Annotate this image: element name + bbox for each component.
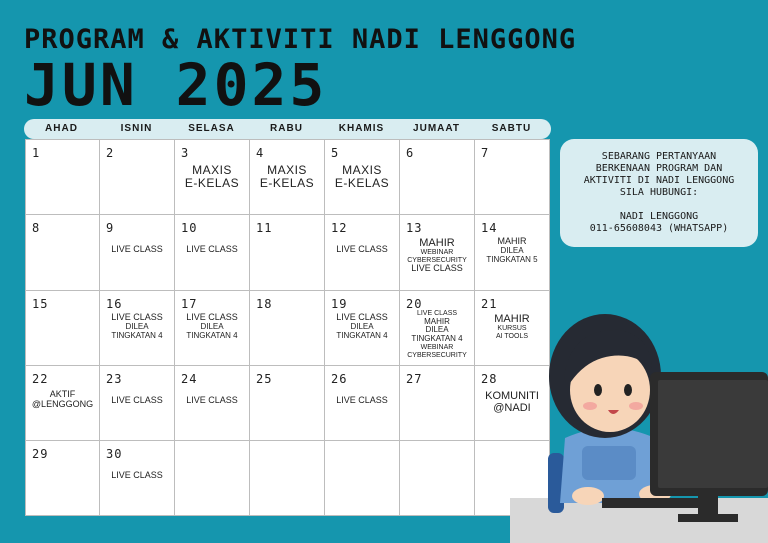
event-line: AKTIF	[49, 389, 76, 399]
event-line: CYBERSECURITY	[407, 351, 467, 359]
calendar-day-cell	[175, 441, 250, 516]
day-number: 21	[481, 297, 498, 311]
event-line: @LENGGONG	[31, 398, 94, 409]
cheek	[583, 402, 597, 410]
event-list	[175, 164, 249, 190]
event-line: E-KELAS	[334, 176, 390, 191]
event-list	[325, 396, 399, 406]
event-list	[400, 310, 474, 359]
day-number: 26	[331, 372, 348, 386]
page-title: PROGRAM & AKTIVITI NADI LENGGONG	[24, 24, 577, 55]
day-number: 23	[106, 372, 123, 386]
event-line: LIVE CLASS	[111, 395, 163, 405]
monitor-screen	[658, 380, 768, 488]
event-line: TINGKATAN 5	[486, 254, 538, 264]
weekday-isnin: ISNIN	[120, 123, 153, 134]
event-list	[100, 471, 174, 481]
event-line: LIVE CLASS	[411, 263, 463, 274]
calendar-day-cell	[25, 291, 100, 366]
eye-left	[594, 384, 602, 396]
calendar-day-cell	[25, 139, 100, 215]
event-line: KOMUNITI	[485, 390, 539, 402]
day-number: 22	[32, 372, 49, 386]
calendar-day-cell	[325, 441, 400, 516]
event-list	[100, 313, 174, 340]
day-number: 19	[331, 297, 348, 311]
event-list	[175, 245, 249, 255]
event-line: MAHIR	[419, 237, 455, 249]
day-number: 2	[106, 146, 115, 160]
event-line: LIVE CLASS	[336, 244, 388, 254]
calendar-day-cell	[175, 215, 250, 291]
calendar-day-cell	[175, 139, 250, 215]
day-number: 13	[406, 221, 423, 235]
event-line: DILEA	[425, 325, 449, 335]
calendar-day-cell	[325, 139, 400, 215]
event-line: LIVE CLASS	[336, 395, 388, 405]
day-number: 14	[481, 221, 498, 235]
event-line: KURSUS	[497, 325, 527, 333]
calendar-day-cell	[400, 441, 475, 516]
calendar-day-cell	[400, 366, 475, 441]
weekday-ahad: AHAD	[45, 123, 78, 134]
day-number: 10	[181, 221, 198, 235]
calendar-day-cell	[100, 291, 175, 366]
day-number: 30	[106, 447, 123, 461]
event-line: MAHIR	[494, 313, 530, 325]
monitor-stand	[698, 496, 718, 516]
calendar-day-cell	[250, 139, 325, 215]
event-line: DILEA	[350, 321, 374, 331]
day-number: 3	[181, 146, 190, 160]
event-line: LIVE CLASS	[111, 312, 163, 322]
calendar-day-cell	[100, 139, 175, 215]
day-number: 29	[32, 447, 49, 461]
event-line: LIVE CLASS	[186, 244, 238, 254]
info-line	[560, 199, 758, 211]
event-list	[325, 313, 399, 340]
info-line: SEBARANG PERTANYAAN	[601, 151, 717, 162]
event-line: TINGKATAN 4	[336, 330, 388, 340]
weekday-sabtu: SABTU	[491, 123, 532, 134]
event-list	[325, 164, 399, 190]
event-list	[400, 237, 474, 274]
event-line: WEBINAR	[420, 344, 454, 352]
event-line: LIVE CLASS	[186, 312, 238, 322]
info-line: 011-65608043 (WHATSAPP)	[589, 223, 729, 234]
calendar-day-cell	[400, 291, 475, 366]
event-line: TINGKATAN 4	[111, 330, 163, 340]
calendar-day-cell	[400, 139, 475, 215]
calendar-day-cell	[25, 366, 100, 441]
event-line: WEBINAR	[420, 249, 454, 257]
event-line: E-KELAS	[184, 176, 240, 191]
event-list	[26, 390, 99, 410]
calendar-day-cell	[325, 291, 400, 366]
weekday-selasa: SELASA	[188, 123, 235, 134]
day-number: 17	[181, 297, 198, 311]
day-number: 25	[256, 372, 273, 386]
day-number: 27	[406, 372, 423, 386]
info-line: NADI LENGGONG	[619, 211, 699, 222]
event-line: MAHIR	[497, 236, 527, 246]
month-title: JUN 2025	[24, 51, 328, 119]
event-list	[100, 396, 174, 406]
event-line: LIVE CLASS	[186, 395, 238, 405]
calendar-day-cell	[100, 215, 175, 291]
calendar-day-cell	[400, 215, 475, 291]
day-number: 16	[106, 297, 123, 311]
day-number: 9	[106, 221, 115, 235]
event-list	[175, 313, 249, 340]
weekday-header	[24, 119, 551, 139]
calendar-day-cell	[100, 441, 175, 516]
calendar-day-cell	[25, 215, 100, 291]
day-number: 15	[32, 297, 49, 311]
info-line: AKTIVITI DI NADI LENGGONG	[583, 175, 735, 186]
calendar-day-cell	[325, 366, 400, 441]
day-number: 18	[256, 297, 273, 311]
event-line: LIVE CLASS	[416, 310, 458, 317]
keyboard	[602, 498, 712, 508]
contact-info-box	[560, 139, 758, 247]
event-line: LIVE CLASS	[111, 244, 163, 254]
event-list	[325, 245, 399, 255]
day-number: 1	[32, 146, 41, 160]
event-line: TINGKATAN 4	[186, 330, 238, 340]
day-number: 6	[406, 146, 415, 160]
calendar-grid	[25, 139, 550, 516]
calendar-day-cell	[250, 366, 325, 441]
shirt-pocket	[582, 446, 636, 480]
event-line: @NADI	[493, 402, 531, 415]
event-line: DILEA	[500, 245, 524, 255]
weekday-khamis: KHAMIS	[338, 123, 385, 134]
calendar-day-cell	[175, 291, 250, 366]
calendar-day-cell	[475, 215, 550, 291]
calendar-day-cell	[475, 139, 550, 215]
event-list	[250, 164, 324, 190]
day-number: 24	[181, 372, 198, 386]
calendar-day-cell	[25, 441, 100, 516]
day-number: 4	[256, 146, 265, 160]
day-number: 7	[481, 146, 490, 160]
info-line: BERKENAAN PROGRAM DAN	[595, 163, 723, 174]
info-line: SILA HUBUNGI:	[619, 187, 699, 198]
event-line: MAXIS	[342, 163, 382, 177]
day-number: 12	[331, 221, 348, 235]
event-line: LIVE CLASS	[336, 312, 388, 322]
event-line: AI TOOLS	[495, 332, 529, 340]
event-line: DILEA	[200, 321, 224, 331]
event-line: MAXIS	[267, 163, 307, 177]
event-line: MAXIS	[192, 163, 232, 177]
calendar-day-cell	[175, 366, 250, 441]
calendar-day-cell	[250, 291, 325, 366]
event-list	[475, 237, 549, 264]
event-line: TINGKATAN 4	[411, 334, 463, 344]
day-number: 11	[256, 221, 273, 235]
event-line: CYBERSECURITY	[407, 256, 467, 264]
weekday-rabu: RABU	[270, 123, 303, 134]
monitor-base	[678, 514, 738, 522]
day-number: 8	[32, 221, 41, 235]
event-line: DILEA	[125, 321, 149, 331]
calendar-day-cell	[100, 366, 175, 441]
day-number: 20	[406, 297, 423, 311]
calendar-day-cell	[250, 441, 325, 516]
event-line: MAHIR	[424, 316, 450, 326]
event-list	[100, 245, 174, 255]
calendar-day-cell	[325, 215, 400, 291]
cheek	[629, 402, 643, 410]
eye-right	[624, 384, 632, 396]
hand-left	[572, 487, 604, 505]
event-list	[175, 396, 249, 406]
day-number: 28	[481, 372, 498, 386]
event-line: E-KELAS	[259, 176, 315, 191]
day-number: 5	[331, 146, 340, 160]
woman-at-computer-illustration	[510, 288, 768, 543]
calendar-day-cell	[250, 215, 325, 291]
event-line: LIVE CLASS	[111, 470, 163, 480]
weekday-jumaat: JUMAAT	[413, 123, 460, 134]
